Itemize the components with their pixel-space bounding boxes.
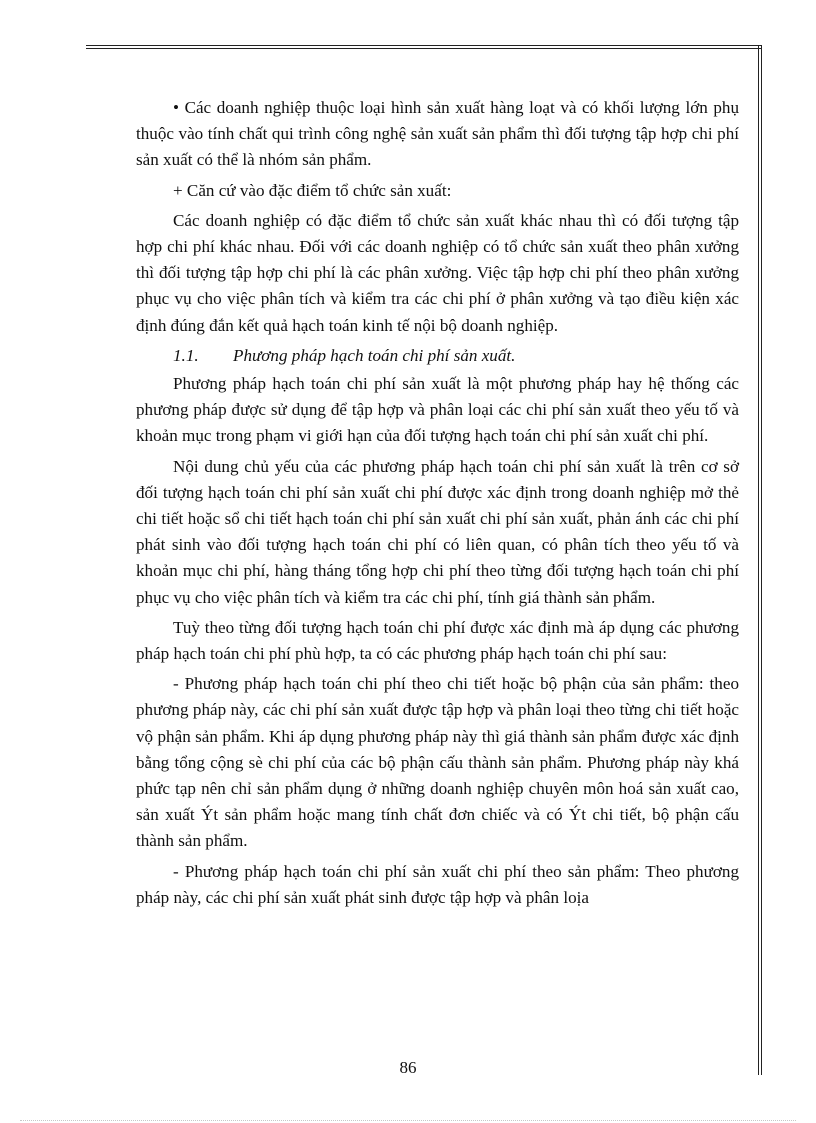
page-number: 86: [399, 1058, 417, 1077]
paragraph: - Phương pháp hạch toán chi phí theo chi tiết hoặc bộ phận của sản phẩm: theo phương pháp này, các chi phí sản xuất được tập hợp và phân loại theo từng chi tiết hoặc vộ phận sản phẩm. Khi áp dụng phương pháp này thì giá thành sản phẩm được xác định bằng tổng cộng sè chi phí của các bộ phận cấu thành sản phẩm. Phương pháp này khá phức tạp nên chỉ sản phẩm dụng ở những doanh nghiệp chuyên môn hoá sản xuất cao, sản xuất Ýt sản phẩm hoặc mang tính chất đơn chiếc và có Ýt chi tiết, bộ phận cấu thành sản phẩm.: [136, 674, 739, 851]
paragraph: Các doanh nghiệp có đặc điểm tổ chức sản xuất khác nhau thì có đối tượng tập hợp chi phí khác nhau. Đối với các doanh nghiệp có tổ chức sản xuất theo phân xưởng thì đối tượng tập hợp chi phí là các phân xưởng. Việc tập hợp chi phí theo phân xưởng phục vụ cho việc phân tích và kiểm tra các chi phí ở phân xưởng và tạo điều kiện xác định đúng đắn kết quả hạch toán kinh tế nội bộ doanh nghiệp.: [136, 210, 739, 335]
footer-divider: [20, 1120, 796, 1121]
paragraph: + Căn cứ vào đặc điểm tổ chức sản xuất:: [173, 180, 452, 200]
section-heading: [136, 343, 739, 369]
page-border-right: [758, 45, 762, 1075]
paragraph: Phương pháp hạch toán chi phí sản xuất là một phương pháp hay hệ thống các phương pháp được sử dụng để tập hợp và phân loại các chi phí sản xuất theo yếu tố và khoản mục trong phạm vi giới hạn của đối tượng hạch toán chi phí sản xuất chi phí.: [136, 374, 739, 446]
section-title: Phương pháp hạch toán chi phí sản xuất.: [233, 345, 516, 365]
paragraph: • Các doanh nghiệp thuộc loại hình sản xuất hàng loạt và có khối lượng lớn phụ thuộc vào tính chất qui trình công nghệ sản xuất sản phẩm thì đối tượng tập hợp chi phí sản xuất có thể là nhóm sản phẩm.: [136, 98, 739, 170]
paragraph: - Phương pháp hạch toán chi phí sản xuất chi phí theo sản phẩm: Theo phương pháp này, các chi phí sản xuất phát sinh được tập hợp và phân loịa: [136, 861, 739, 907]
paragraph: Tuỳ theo từng đối tượng hạch toán chi phí được xác định mà áp dụng các phương pháp hạch toán chi phí phù hợp, ta có các phương pháp hạch toán chi phí sau:: [136, 617, 739, 664]
page-border-top: [86, 45, 761, 49]
document-body: [136, 95, 739, 911]
paragraph: Nội dung chủ yếu của các phương pháp hạch toán chi phí sản xuất là trên cơ sở đối tượng hạch toán chi phí sản xuất chi phí được xác định trong doanh nghiệp mở thẻ chi tiết hoặc sổ chi tiết hạch toán chi phí sản xuất chi phí sản xuất, phản ánh các chi phí phát sinh vào đối tượng hạch toán chi phí có liên quan, có phân tích theo yếu tố và khoản mục chi phí, hàng tháng tổng hợp chi phí theo từng đối tượng hạch toán chi phí phục vụ cho việc phân tích và kiểm tra các chi phí, tính giá thành sản phẩm.: [136, 456, 739, 607]
section-number: 1.1.: [173, 345, 199, 365]
